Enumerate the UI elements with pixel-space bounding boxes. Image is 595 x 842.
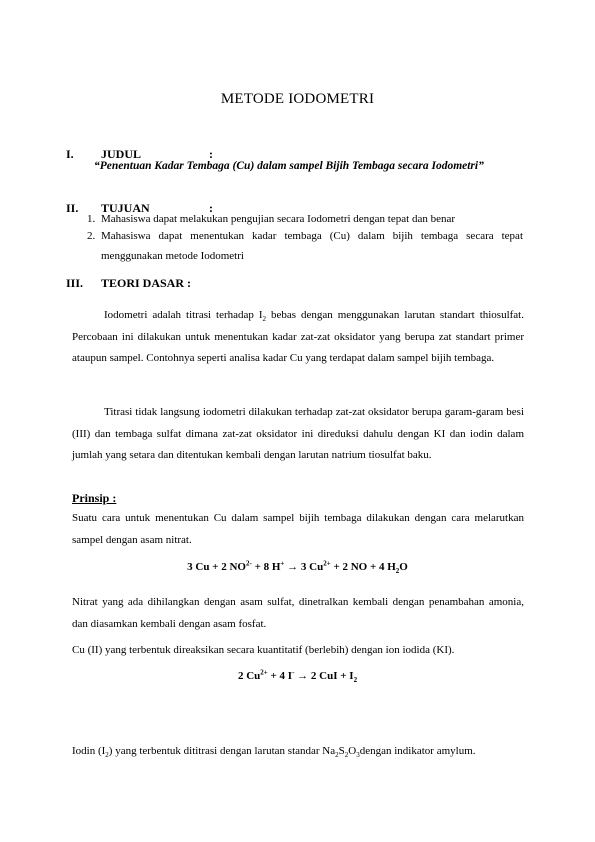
section-3-number: III. (66, 276, 84, 290)
page-title: METODE IODOMETRI (220, 91, 375, 107)
section-1-colon: : (209, 147, 213, 161)
section-1-subtitle: “Penentuan Kadar Tembaga (Cu) dalam sampel Bijih Tembaga secara Iodometri” (94, 160, 484, 172)
prinsip-paragraph-3: Cu (II) yang terbentuk direaksikan secara kuantitatif (berlebih) dengan ion iodida (KI). (72, 644, 455, 656)
section-3-heading: TEORI DASAR : (101, 276, 192, 290)
theory-paragraph-1: Iodometri adalah titrasi terhadap $I_2$ bebas dengan menggunakan larutan standart thiosulfat. Percobaan ini dilakukan untuk menentukan kadar zat-zat oksidator yang berupa zat standart primer ataupun sampel. Contohnya seperti analisa kadar Cu yang terdapat dalam sampel bijih tembaga. (72, 309, 524, 364)
tujuan-item-2-text: Mahasiswa dapat menentukan kadar tembaga (Cu) dalam bijih tembaga secara tepat (101, 230, 523, 242)
reaction-equation-1: 3 Cu + 2 $NO^{2-} + 8$ H+ → 3 $Cu^{2+} + 2$ NO + 4 $H_2O$ (187, 559, 408, 576)
prinsip-heading: Prinsip : (72, 491, 117, 505)
tujuan-item-1-text: Mahasiswa dapat melakukan pengujian secara Iodometri dengan tepat dan benar (101, 213, 455, 225)
reaction-equation-2: 2 $Cu^{2+} + 4$ I- → 2 CuI + $I_2$ (237, 668, 358, 685)
tujuan-item-1-number: 1. (87, 213, 96, 225)
section-1-number: I. (66, 147, 74, 161)
theory-paragraph-2: Titrasi tidak langsung iodometri dilakukan terhadap zat-zat oksidator berupa garam-garam besi (III) dan tembaga sulfat dimana zat-zat oksidator ini direduksi dahulu dengan KI dan iodin dalam jumlah yang setara dan ditentukan kembali dengan larutan natrium tiosulfat baku. (72, 406, 524, 461)
section-2-number: II. (66, 201, 79, 215)
section-1-heading: JUDUL (101, 147, 142, 161)
tujuan-item-2-number: 2. (87, 230, 96, 242)
tujuan-item-2-continuation: menggunakan metode Iodometri (101, 250, 244, 262)
prinsip-paragraph-2: Nitrat yang ada dihilangkan dengan asam sulfat, dinetralkan kembali dengan penambahan amonia, dan diasamkan kembali dengan asam fosfat. (72, 596, 524, 630)
section-2-colon: : (209, 201, 213, 215)
prinsip-paragraph-4: Iodin $(I_2)$ yang terbentuk dititrasi dengan larutan standar $Na_2S_2O_3dengan$ indikator amylum. (72, 745, 476, 760)
prinsip-paragraph-1: Suatu cara untuk menentukan Cu dalam sampel bijih tembaga dilakukan dengan cara melarutkan sampel dengan asam nitrat. (72, 512, 524, 546)
section-2-heading: TUJUAN (101, 201, 150, 215)
